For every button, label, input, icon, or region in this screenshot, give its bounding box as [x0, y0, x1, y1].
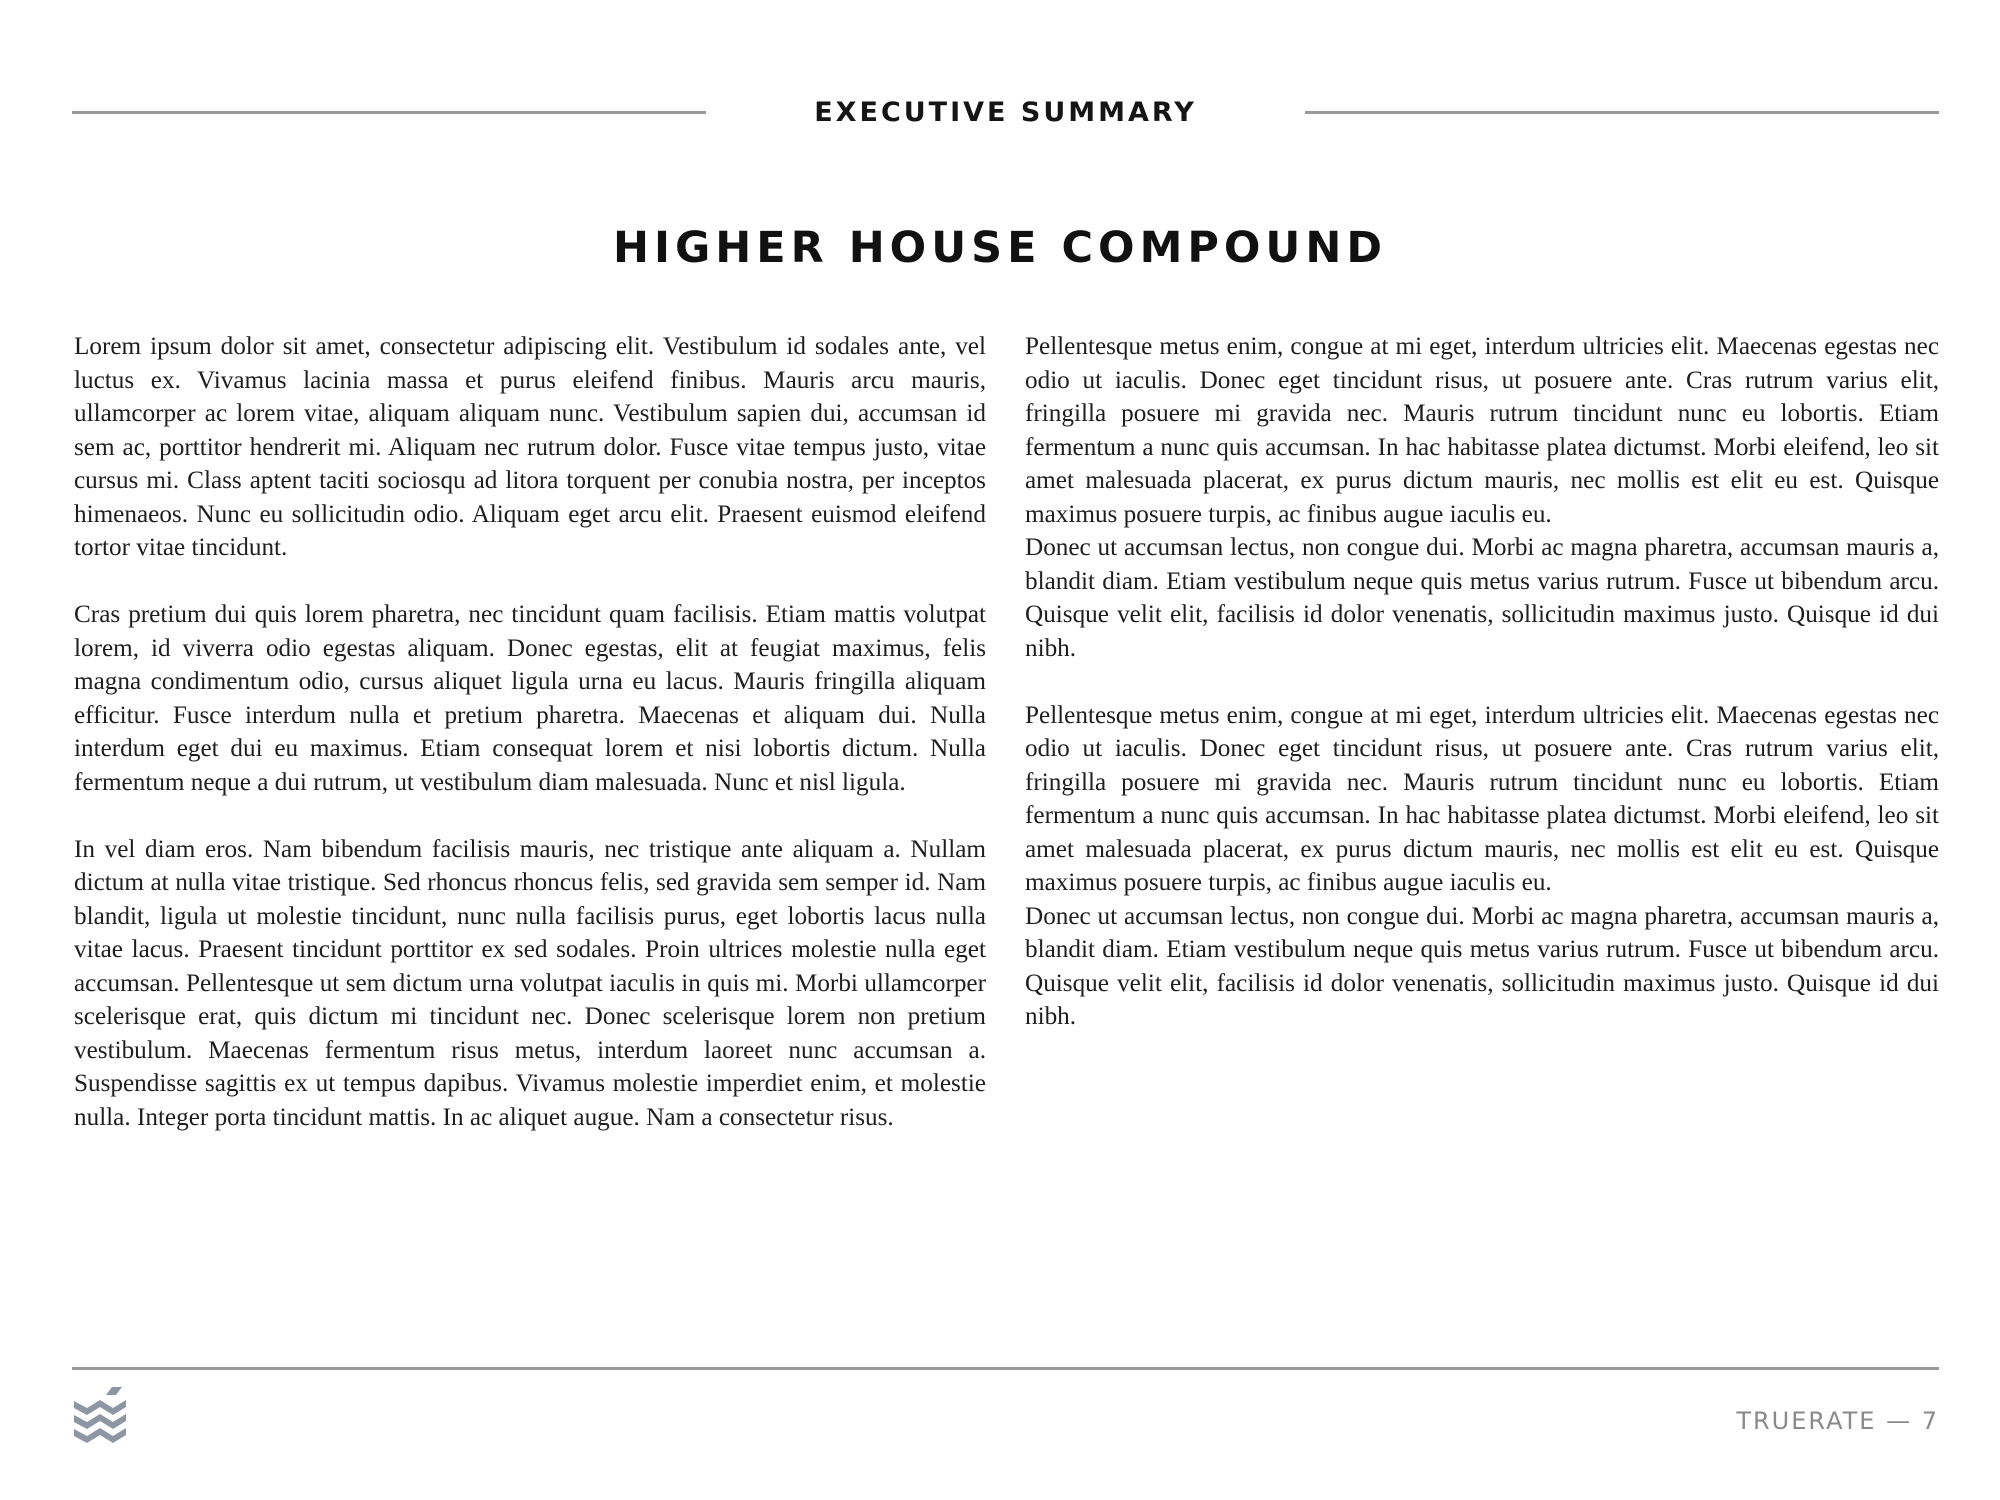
paragraph: Pellentesque metus enim, congue at mi eget, interdum ultricies elit. Maecenas egestas nec odio ut iaculis. Donec eget tincidunt risus, ut posuere ante. Cras rutrum varius elit, fringilla posuere mi gravida nec. Mauris rutrum tincidunt nunc eu lobortis. Etiam fermentum a nunc quis accumsan. In hac habitasse platea dictumst. Morbi eleifend, leo sit amet malesuada placerat, ex purus dictum mauris, nec mollis est elit eu est. Quisque maximus posuere turpis, ac finibus augue iaculis eu.: [1025, 701, 1939, 896]
section-label: EXECUTIVE SUMMARY: [814, 97, 1197, 128]
header-rule-left: [72, 111, 706, 114]
page-folio: TRUERATE — 7: [1736, 1407, 1939, 1435]
body-column-left: [74, 330, 986, 1134]
paragraph: Cras pretium dui quis lorem pharetra, nec tincidunt quam facilisis. Etiam mattis volutpat lorem, id viverra odio egestas aliquam. Donec egestas, elit at feugiat maximus, felis magna condimentum odio, cursus aliquet ligula urna eu lacus. Mauris fringilla aliquam efficitur. Fusce interdum nulla et pretium pharetra. Maecenas et aliquam dui. Nulla interdum eget dui eu maximus. Etiam consequat lorem et nisi lobortis dictum. Nulla fermentum neque a dui rutrum, ut vestibulum diam malesuada. Nunc et nisl ligula.: [74, 601, 986, 796]
paragraph: Pellentesque metus enim, congue at mi eget, interdum ultricies elit. Maecenas egestas nec odio ut iaculis. Donec eget tincidunt risus, ut posuere ante. Cras rutrum varius elit, fringilla posuere mi gravida nec. Mauris rutrum tincidunt nunc eu lobortis. Etiam fermentum a nunc quis accumsan. In hac habitasse platea dictumst. Morbi eleifend, leo sit amet malesuada placerat, ex purus dictum mauris, nec mollis est elit eu est. Quisque maximus posuere turpis, ac finibus augue iaculis eu.: [1025, 333, 1939, 528]
header-rule-right: [1305, 111, 1939, 114]
paragraph: Donec ut accumsan lectus, non congue dui. Morbi ac magna pharetra, accumsan mauris a, blandit diam. Etiam vestibulum neque quis metus varius rutrum. Fusce ut bibendum arcu. Quisque velit elit, facilisis id dolor venenatis, sollicitudin maximus justo. Quisque id dui nibh.: [1025, 902, 1939, 1030]
paragraph: Lorem ipsum dolor sit amet, consectetur adipiscing elit. Vestibulum id sodales ante, vel luctus ex. Vivamus lacinia massa et purus eleifend finibus. Mauris arcu mauris, ullamcorper ac lorem vitae, aliquam aliquam nunc. Vestibulum sapien dui, accumsan id sem ac, porttitor hendrerit mi. Aliquam nec rutrum dolor. Fusce vitae tempus justo, vitae cursus mi. Class aptent taciti sociosqu ad litora torquent per conubia nostra, per inceptos himenaeos. Nunc eu sollicitudin odio. Aliquam eget arcu elit. Praesent euismod eleifend tortor vitae tincidunt.: [74, 333, 986, 561]
paragraph: Donec ut accumsan lectus, non congue dui. Morbi ac magna pharetra, accumsan mauris a, blandit diam. Etiam vestibulum neque quis metus varius rutrum. Fusce ut bibendum arcu. Quisque velit elit, facilisis id dolor venenatis, sollicitudin maximus justo. Quisque id dui nibh.: [1025, 534, 1939, 662]
wave-logo-icon: [72, 1385, 128, 1451]
paragraph: In vel diam eros. Nam bibendum facilisis mauris, nec tristique ante aliquam a. Nullam dictum at nulla vitae tristique. Sed rhoncus rhoncus felis, sed gravida sem semper id. Nam blandit, ligula ut molestie tincidunt, nunc nulla facilisis purus, eget lobortis lacus nulla vitae lacus. Praesent tincidunt porttitor ex sed sodales. Proin ultrices molestie nulla eget accumsan. Pellentesque ut sem dictum urna volutpat iaculis in quis mi. Morbi ullamcorper scelerisque erat, quis dictum mi tincidunt nec. Donec scelerisque lorem non pretium vestibulum. Maecenas fermentum risus metus, interdum laoreet nunc accumsan a. Suspendisse sagittis ex ut tempus dapibus. Vivamus molestie imperdiet enim, et molestie nulla. Integer porta tincidunt mattis. In ac aliquet augue. Nam a consectetur risus.: [74, 835, 986, 1131]
footer-rule: [72, 1367, 1939, 1370]
body-column-right: [1025, 330, 1939, 1034]
page-title: HIGHER HOUSE COMPOUND: [612, 223, 1388, 273]
